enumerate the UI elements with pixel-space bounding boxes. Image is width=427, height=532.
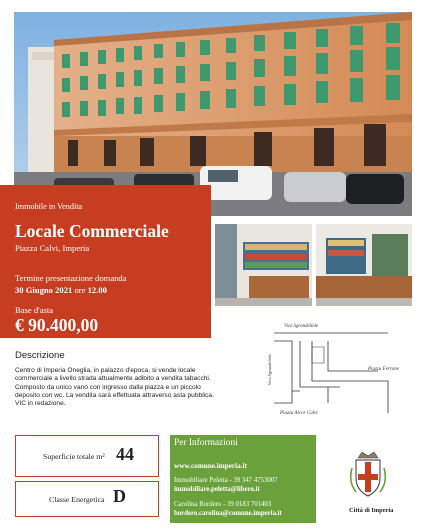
contact-bordero: Carolina Bordero - 39 0183 701403: [174, 501, 272, 508]
deadline-label: Termine presentazione domanda: [15, 273, 127, 283]
deadline-time-prefix: ore: [74, 285, 86, 295]
description-title: Descrizione: [15, 350, 65, 361]
website-link[interactable]: www.comune.imperia.it: [174, 462, 247, 470]
city-caption: Città di Imperia: [349, 507, 394, 514]
energy-value: D: [113, 486, 126, 506]
surface-label: Superficie totale m²: [43, 452, 105, 461]
surface-box: [15, 435, 159, 477]
interior-photo-1: [215, 224, 312, 306]
deadline-value: [15, 285, 107, 295]
contact-panel: [170, 435, 316, 523]
deadline-date: 30 Giugno 2021: [15, 285, 73, 295]
plan-label-top: Vico Sgrandelinle: [284, 324, 319, 329]
auction-label: Base d'asta: [15, 305, 54, 315]
location-label: Piazza Calvi, Imperia: [15, 243, 90, 253]
auction-price: € 90.400,00: [15, 315, 99, 335]
deadline-time: 12.00: [87, 285, 107, 295]
energy-box: [15, 481, 159, 517]
surface-value: 44: [116, 444, 134, 464]
category-label: Immobile in Vendita: [15, 202, 83, 211]
page-title: Locale Commerciale: [15, 221, 169, 241]
email-bordero-link[interactable]: bordero.carolina@comune.imperia.it: [174, 510, 282, 517]
email-peletta-link[interactable]: immobiliare.peletta@libero.it: [174, 486, 260, 493]
title-panel: [0, 185, 211, 338]
contact-title: Per Informazioni: [174, 438, 238, 448]
contact-peletta: Immobiliare Peletta - 39 347 4753007: [174, 477, 278, 484]
plan-label-right: Piazza Ferrone: [368, 367, 399, 372]
plan-label-left: Vico Sgrandelinle: [267, 353, 273, 386]
interior-photo-2: [316, 224, 412, 306]
energy-label: Classe Energetica: [49, 495, 105, 504]
floor-plan: [268, 323, 410, 419]
description-body: Centro di Imperia Oneglia, in palazzo d'epoca, si vende locale commerciale a livello strada attualmente adibito a vendita tabacchi. Composto da unico vano con ingresso dalla piazza e un piccolo deposito con wc. La vendita sarà effettuata attraverso asta pubblica. VIC in redazione.: [15, 367, 214, 408]
plan-label-bottom: Piazza Alcor Calvi: [280, 411, 318, 416]
city-coat-of-arms-icon: [348, 448, 388, 500]
